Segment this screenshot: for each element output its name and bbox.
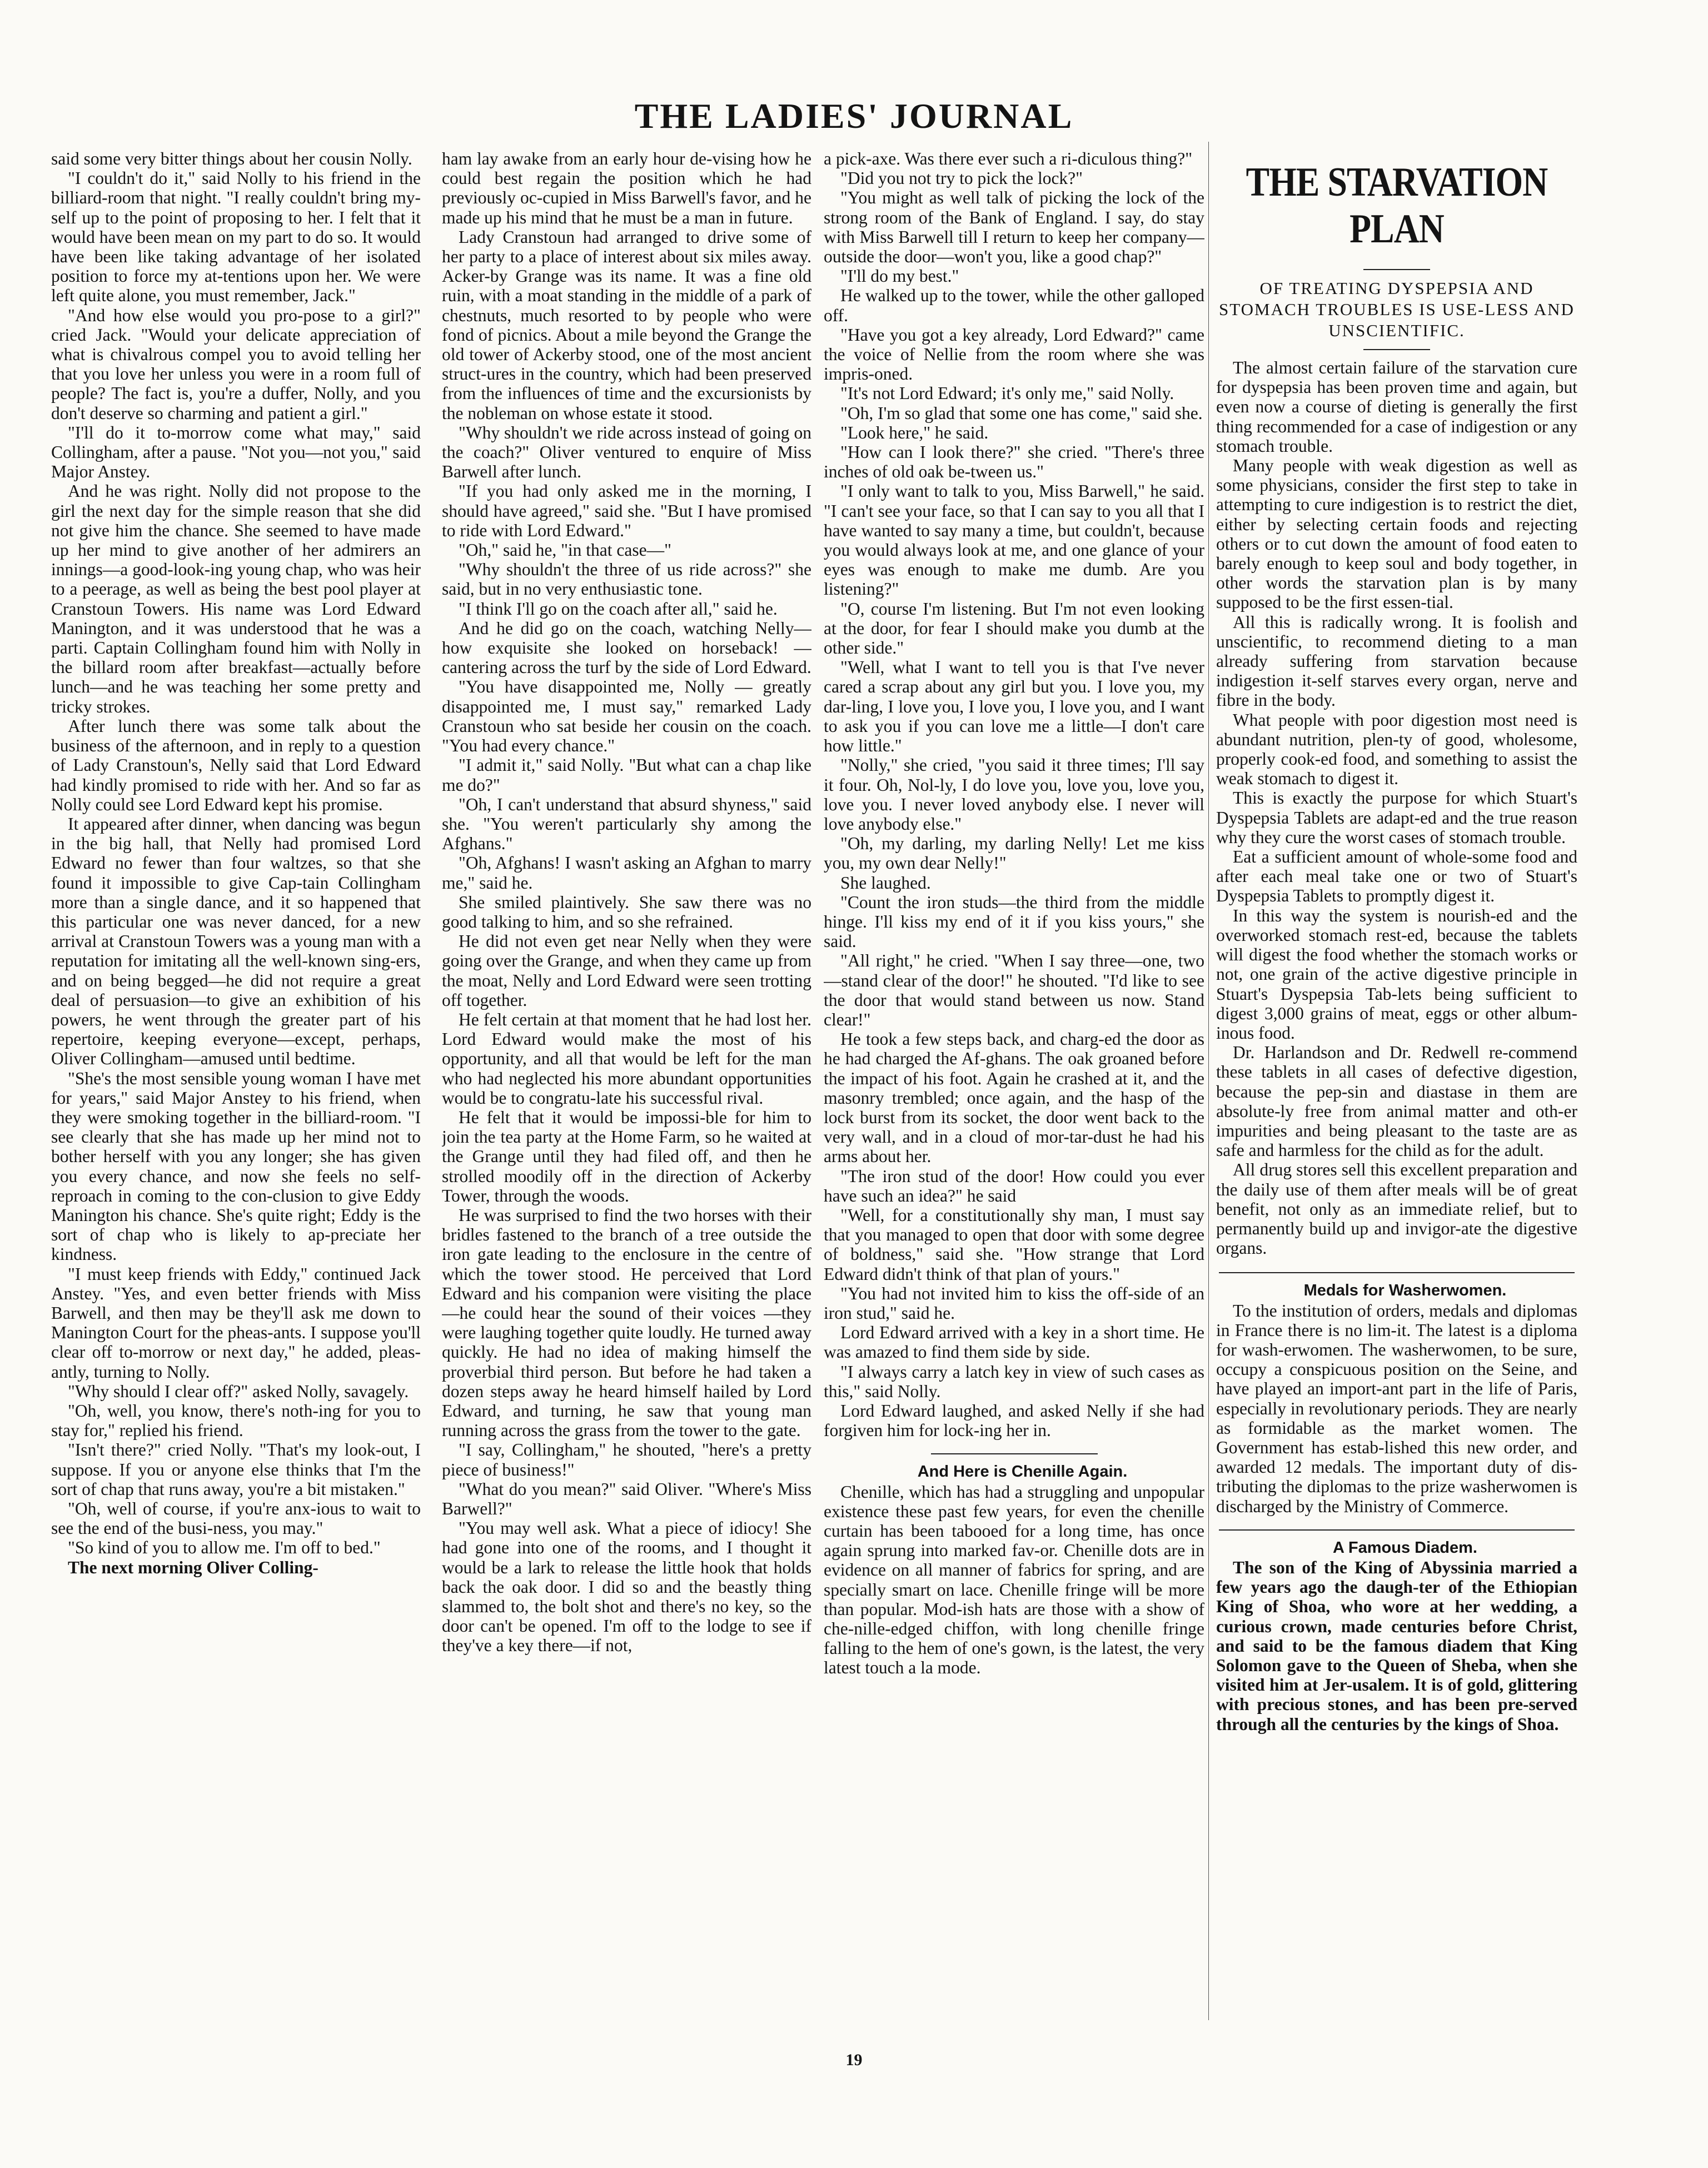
paragraph: "I only want to talk to you, Miss Barwell," he said. "I can't see your face, so that I can say to you all that I have wanted to say many a time, but couldn't, because you would always look at me, and one glance of your eyes was enough to make me dumb. Are you listening?": [824, 481, 1204, 599]
paragraph: said some very bitter things about her cousin Nolly.: [51, 149, 412, 168]
paragraph: "I couldn't do it," said Nolly to his friend in the billiard-room that night. "I really couldn't bring my-self up to the point of proposing to her. I felt that it would have been mean on my part to do so. It would have been like taking advantage of her isolated position to force my at-tentions upon her. We were left quite alone, you must remember, Jack.": [51, 168, 421, 306]
paragraph: Lady Cranstoun had arranged to drive some of her party to a place of interest about six miles away. Acker-by Grange was its name. It was a fine old ruin, with a moat standing in the middle of a park of chestnuts, much resorted to by people who were fond of picnics. About a mile beyond the Grange the old tower of Ackerby stood, one of the most ancient struct-ures in the country, which had been preserved from the influences of time and the excursionists by the nobleman on whose estate it stood.: [442, 227, 811, 423]
starvation-plan-subtitle: OF TREATING DYSPEPSIA AND STOMACH TROUBLES IS USE-LESS AND UNSCIENTIFIC.: [1219, 278, 1575, 340]
medals-body: To the institution of orders, medals and diplomas in France there is no lim-it. The latest is a diploma for wash-erwomen. The washerwomen, to be sure, occupy a conspicuous position on the Seine, and have played an import-ant part in the life of Paris, especially in revolutionary periods. They are nearly as formidable as the market women. The Government has estab-lished this new order, and awarded 12 medals. The important duty of dis-tributing the diplomas to the prize washerwomen is discharged by the Ministry of Commerce.: [1216, 1300, 1577, 1516]
paragraph: "Count the iron studs—the third from the middle hinge. I'll kiss my end of it if you kiss yours," she said.: [824, 892, 1204, 951]
paragraph: "All right," he cried. "When I say three—one, two—stand clear of the door!" he shouted. "I'd like to see the door that would stand between us now. Stand clear!": [824, 951, 1204, 1029]
paragraph: "You have disappointed me, Nolly — greatly disappointed me, I must say," remarked Lady Cranstoun who sat beside her cousin on the coach. "You had every chance.": [442, 677, 811, 756]
paragraph: "Nolly," she cried, "you said it three times; I'll say it four. Oh, Nol-ly, I do love you, love you, love you, love you. I never loved anybody else. I never will love anybody else.": [824, 755, 1204, 834]
paragraph: "Have you got a key already, Lord Edward?" came the voice of Nellie from the room where she was impris-oned.: [824, 325, 1204, 384]
paragraph: She smiled plaintively. She saw there was no good talking to him, and so she refrained.: [442, 892, 811, 931]
paragraph: All drug stores sell this excellent preparation and the daily use of them after meals will be of great benefit, not only as an immediate relief, but to permanently build up and invigor-ate the digestive organs.: [1216, 1160, 1577, 1258]
paragraph: Dr. Harlandson and Dr. Redwell re-commend these tablets in all cases of defective digestion, because the pep-sin and diastase in them are absolute-ly free from animal matter and oth-er impurities and being pleasant to the taste are as safe and harmless for the child as for the adult.: [1216, 1043, 1577, 1160]
paragraph: "Look here," he said.: [840, 422, 989, 442]
paragraph: He felt that it would be impossi-ble for him to join the tea party at the Home Farm, so he waited at the Grange until they had filed off, and then he strolled moodily off in the direction of Ackerby Tower, through the woods.: [442, 1107, 811, 1205]
paragraph: This is exactly the purpose for which Stuart's Dyspepsia Tablets are adapt-ed and the true reason why they cure the worst cases of stomach trouble.: [1216, 788, 1577, 847]
column-rule: [1208, 142, 1209, 2020]
paragraph: "Why shouldn't we ride across instead of going on the coach?" Oliver ventured to enquire of Miss Barwell after lunch.: [442, 422, 811, 482]
paragraph: "Why should I clear off?" asked Nolly, savagely.: [68, 1381, 409, 1401]
paragraph: "So kind of you to allow me. I'm off to bed.": [68, 1538, 381, 1558]
paragraph: "I'll do it to-morrow come what may," said Collingham, after a pause. "Not you—not you," said Major Anstey.: [51, 422, 421, 482]
medals-heading: Medals for Washerwomen.: [1303, 1282, 1507, 1300]
paragraph: "Well, for a constitutionally shy man, I must say that you managed to open that door with some degree of boldness," said she. "How strange that Lord Edward didn't think of that plan of yours.": [824, 1205, 1204, 1284]
paragraph: "Oh, well of course, if you're anx-ious to wait to see the end of the busi-ness, you may.": [51, 1499, 421, 1538]
paragraph: "I say, Collingham," he shouted, "here's a pretty piece of business!": [442, 1440, 811, 1479]
paragraph: He was surprised to find the two horses with their bridles fastened to the branch of a tree outside the iron gate leading to the enclosure in the centre of which the tower stood. He perceived that Lord Edward and his companion were visiting the place—he could hear the sound of their voices —they were laughing together quite loudly. He turned away quickly. He had no idea of making himself the proverbial third person. But before he had taken a dozen steps away he heard himself hailed by Lord Edward, and turning, he saw that young man running across the grass from the tower to the gate.: [442, 1205, 811, 1441]
story-column-3: [824, 149, 1204, 2039]
paragraph: "Well, what I want to tell you is that I've never cared a scrap about any girl but you. I love you, my dar-ling, I love you, I love you, I love you, and I want to ask you if you can love me a little—I don't care how little.": [824, 657, 1204, 756]
paragraph: "You may well ask. What a piece of idiocy! She had gone into one of the rooms, and I thought it would be a lark to release the little hook that holds back the oak door. I did so and the beastly thing slammed to, the bolt shot and there's no key, so the door can't be opened. I'm off to the lodge to see if they've a key there—if not,: [442, 1518, 811, 1656]
paragraph: What people with poor digestion most need is abundant nutrition, plen-ty of good, wholesome, properly cook-ed food, and something to assist the weak stomach to digest it.: [1216, 710, 1577, 789]
paragraph: "It's not Lord Edward; it's only me," said Nolly.: [840, 383, 1174, 403]
paragraph: "And how else would you pro-pose to a girl?" cried Jack. "Would your delicate appreciation of what is chivalrous compel you to avoid telling her that you love her unless you were in a room full of people? The fact is, you're a duffer, Nolly, and you don't deserve so charming and patient a girl.": [51, 305, 421, 423]
paragraph: "If you had only asked me in the morning, I should have agreed," said she. "But I have promised to ride with Lord Edward.": [442, 481, 811, 540]
starvation-plan-title: THE STARVATION PLAN: [1246, 160, 1548, 252]
paragraph: "Oh, I can't understand that absurd shyness," said she. "You weren't particularly shy among the Afghans.": [442, 794, 811, 854]
chenille-heading: And Here is Chenille Again.: [917, 1463, 1128, 1481]
paragraph: a pick-axe. Was there ever such a ri-diculous thing?": [824, 149, 1193, 168]
paragraph: Eat a sufficient amount of whole-some food and after each meal take one or two of Stuart's Dyspepsia Tablets to promptly digest it.: [1216, 847, 1577, 906]
subtitle-rule: [1363, 349, 1430, 350]
paragraph: "How can I look there?" she cried. "There's three inches of old oak be-tween us.": [824, 442, 1204, 482]
section-divider: [1219, 1529, 1575, 1531]
paragraph: "Oh, well, you know, there's noth-ing for you to stay for," replied his friend.: [51, 1401, 421, 1441]
paragraph: "The iron stud of the door! How could you ever have such an idea?" he said: [824, 1166, 1204, 1205]
diadem-body: The son of the King of Abyssinia married a few years ago the daugh-ter of the Ethiopian King of Shoa, who wore at her wedding, a curious crown, made centuries before Christ, and said to be the famous diadem that King Solomon gave to the Queen of Sheba, when she visited him at Jer-usalem. It is of gold, glittering with precious stones, and has been pre-served through all the centuries by the kings of Shoa.: [1216, 1557, 1577, 1734]
paragraph: After lunch there was some talk about the business of the afternoon, and in reply to a question of Lady Cranstoun's, Nelly said that Lord Edward had kindly promised to ride with her. And so far as Nolly could see Lord Edward kept his promise.: [51, 716, 421, 814]
chenille-body: Chenille, which has had a struggling and unpopular existence these past few years, for even the chenille curtain has been tabooed for a long time, has once again sprung into marked fav-or. Chenille dots are in evidence on all manner of fabrics for spring, and are specially smart on lace. Chenille fringe will be more than popular. Mod-ish hats are those with a show of che-nille-edged chiffon, with long chenille fringe falling to the hem of one's gown, is the latest, the very latest touch a la mode.: [824, 1482, 1204, 1678]
masthead-title: THE LADIES' JOURNAL: [634, 96, 1074, 136]
paragraph: Lord Edward laughed, and asked Nelly if she had forgiven him for lock-ing her in.: [824, 1401, 1204, 1441]
paragraph: "I must keep friends with Eddy," continued Jack Anstey. "Yes, and even better friends with Miss Barwell, and then may be they'll ask me down to Manington Court for the pheas-ants. I suppose you'll clear off to-morrow or next day," he added, pleas-antly, turning to Nolly.: [51, 1264, 421, 1382]
paragraph: "Oh, I'm so glad that some one has come," said she.: [840, 403, 1203, 423]
paragraph: "O, course I'm listening. But I'm not even looking at the door, for fear I should make you dumb at the other side.": [824, 599, 1204, 658]
paragraph: The almost certain failure of the starvation cure for dyspepsia has been proven time and again, but even now a course of dieting is generally the first thing recommended for a case of indigestion or any stomach trouble.: [1216, 358, 1577, 456]
paragraph: "She's the most sensible young woman I have met for years," said Major Anstey to his friend, when they were smoking together in the billiard-room. "I see clearly that she has made up her mind not to bother herself with you any longer; she has given you every chance, and now she feels no self-reproach in coming to the con-clusion to give Eddy Manington his chance. She's quite right; Eddy is the sort of chap who is likely to ap-preciate her kindness.: [51, 1068, 421, 1264]
paragraph: "You might as well talk of picking the lock of the strong room of the Bank of England. I say, do stay with Miss Barwell till I return to keep her company—outside the door—won't you, like a good chap?": [824, 188, 1204, 267]
section-divider: [1219, 1272, 1575, 1273]
paragraph: ham lay awake from an early hour de-vising how he could best regain the position which he had previously oc-cupied in Miss Barwell's favor, and he made up his mind that he must be a man in future.: [442, 149, 811, 227]
starvation-plan-body: [1216, 358, 1577, 1258]
paragraph: And he did go on the coach, watching Nelly—how exquisite she looked on horseback! — cantering across the turf by the side of Lord Edward.: [442, 618, 811, 677]
paragraph: Many people with weak digestion as well as some physicians, consider the first step to take in attempting to cure indigestion is to restrict the diet, either by selecting certain foods and rejecting others or to cut down the amount of food eaten to barely enough to keep soul and body together, in other words the starvation plan is by many supposed to be the first essen-tial.: [1216, 456, 1577, 612]
paragraph: "Did you not try to pick the lock?": [840, 168, 1083, 188]
page-number: 19: [845, 2051, 863, 2069]
section-divider: [931, 1453, 1098, 1454]
paragraph: "Oh, Afghans! I wasn't asking an Afghan to marry me," said he.: [442, 853, 811, 893]
paragraph: In this way the system is nourish-ed and the overworked stomach rest-ed, because the tablets will digest the food whether the stomach works or not, one grain of the active digestive principle in Stuart's Dyspepsia Tab-lets being sufficient to digest 3,000 grains of meat, eggs or other album-inous food.: [1216, 905, 1577, 1043]
paragraph: Lord Edward arrived with a key in a short time. He was amazed to find them side by side.: [824, 1323, 1204, 1362]
paragraph: "Oh," said he, "in that case—": [459, 540, 671, 560]
paragraph: "Why shouldn't the three of us ride across?" she said, but in no very enthusiastic tone.: [442, 560, 811, 599]
paragraph: All this is radically wrong. It is foolish and unscientific, to recommend dieting to a man already suffering from starvation because indigestion it-self starves every organ, nerve and fibre in the body.: [1216, 612, 1577, 710]
paragraph: She laughed.: [840, 873, 931, 893]
paragraph: He did not even get near Nelly when they were going over the Grange, and when they came up from the moat, Nelly and Lord Edward were seen trotting off together.: [442, 931, 811, 1010]
paragraph: "I always carry a latch key in view of such cases as this," said Nolly.: [824, 1362, 1204, 1401]
paragraph: "Isn't there?" cried Nolly. "That's my look-out, I suppose. If you or anyone else thinks that I'm the sort of chap that runs away, you're a bit mistaken.": [51, 1440, 421, 1499]
paragraph: "What do you mean?" said Oliver. "Where's Miss Barwell?": [442, 1479, 811, 1519]
title-rule: [1363, 269, 1430, 270]
paragraph: "Oh, my darling, my darling Nelly! Let me kiss you, my own dear Nelly!": [824, 834, 1204, 873]
paragraph: "I think I'll go on the coach after all," said he.: [459, 599, 778, 619]
paragraph: It appeared after dinner, when dancing was begun in the big hall, that Nelly had promised Lord Edward no fewer than four waltzes, so that she found it impossible to give Cap-tain Collingham more than a single dance, and it so happened that this particular one was never danced, for a new arrival at Cranstoun Towers was a young man with a reputation for imitating all the well-known sing-ers, and on being begged—he did not require a great deal of persuasion—to give an exhibition of his powers, he went through the greater part of his repertoire, keeping everyone—except, perhaps, Oliver Collingham—amused until bedtime.: [51, 814, 421, 1069]
paragraph: The next morning Oliver Colling-: [68, 1557, 318, 1577]
story-column-1: [51, 149, 421, 2039]
paragraph: "I'll do my best.": [840, 266, 959, 286]
paragraph: He took a few steps back, and charg-ed the door as he had charged the Af-ghans. The oak groaned before the impact of his foot. Again he crashed at it, and the masonry trembled; once again, and the hasp of the lock burst from its socket, the door went back to the very wall, and in a cloud of mor-tar-dust he had his arms about her.: [824, 1029, 1204, 1167]
paragraph: "You had not invited him to kiss the off-side of an iron stud," said he.: [824, 1283, 1204, 1323]
story-column-2: [442, 149, 811, 2039]
paragraph: He walked up to the tower, while the other galloped off.: [824, 286, 1204, 325]
paragraph: He felt certain at that moment that he had lost her. Lord Edward would make the most of his opportunity, and all that would be left for the man who had neglected his more abundant opportunities would be to congratu-late his successful rival.: [442, 1009, 811, 1108]
paragraph: And he was right. Nolly did not propose to the girl the next day for the simple reason that she did not give him the chance. She seemed to have made up her mind to give another of her admirers an innings—a good-look-ing young chap, who was heir to a peerage, as well as being the best pool player at Cranstoun Towers. His name was Lord Edward Manington, and it was understood that he was a parti. Captain Collingham found him with Nolly in the billard room after breakfast—actually before lunch—and he was teaching her some pretty and tricky strokes.: [51, 481, 421, 716]
paragraph: "I admit it," said Nolly. "But what can a chap like me do?": [442, 755, 811, 795]
diadem-heading: A Famous Diadem.: [1333, 1538, 1477, 1557]
advert-column: [1216, 149, 1577, 2039]
